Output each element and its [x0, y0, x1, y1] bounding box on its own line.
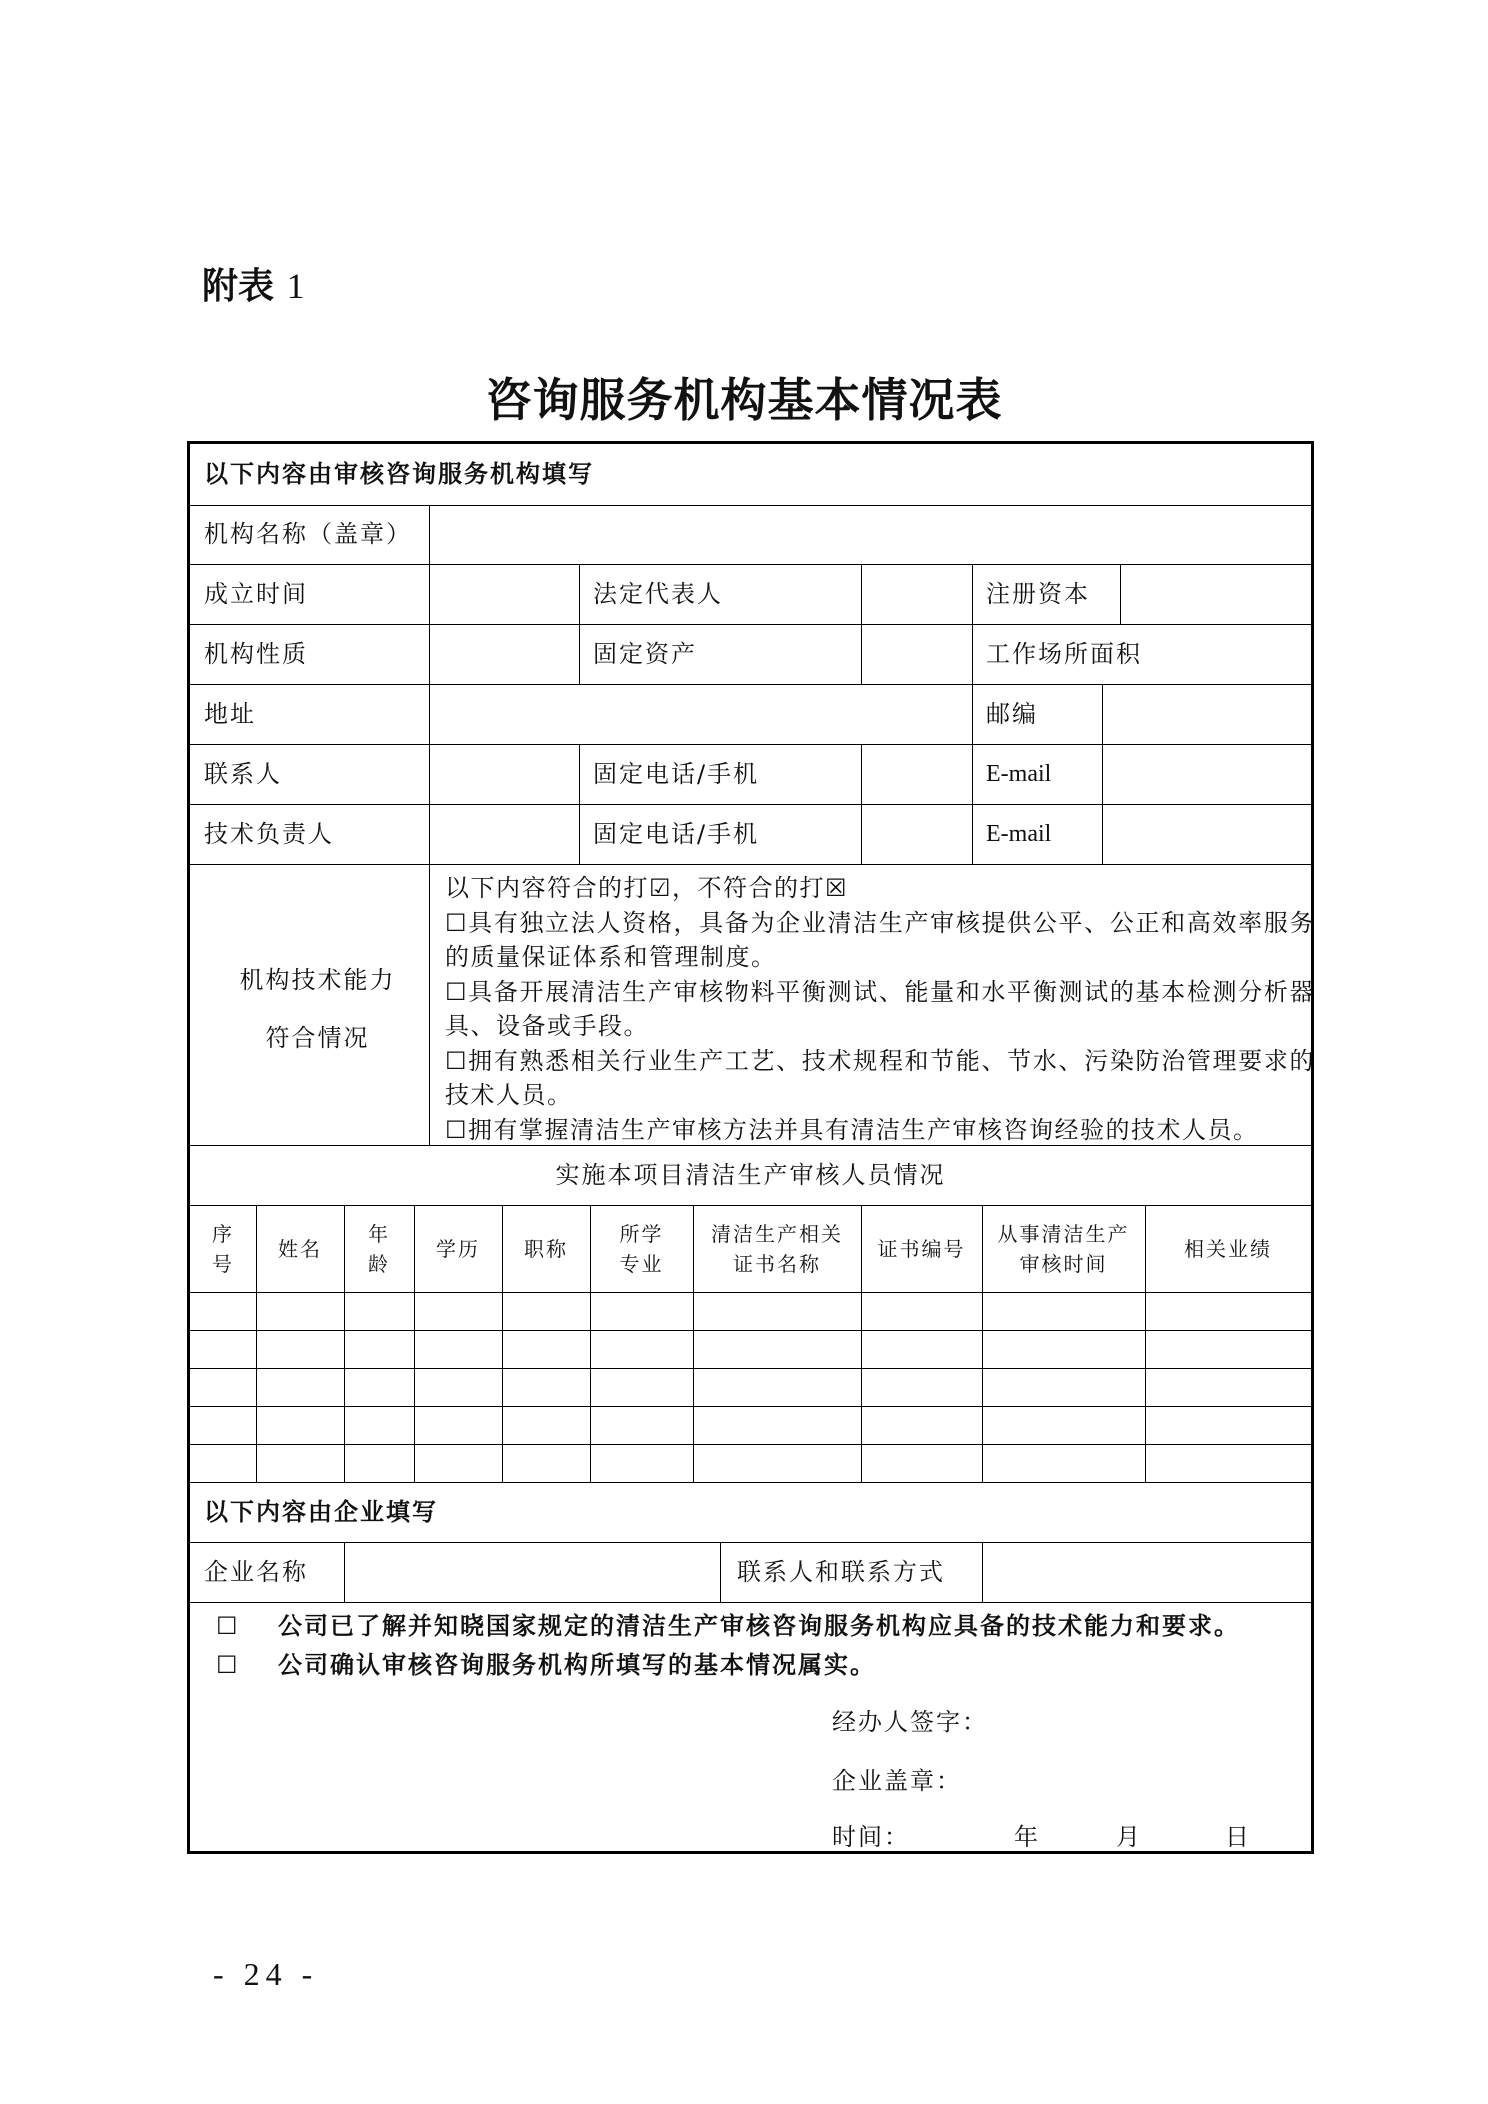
date-label: 时间：: [832, 1823, 910, 1851]
contact-phone-label: 固定电话/手机: [593, 760, 760, 788]
staff-header-line: 姓名: [278, 1237, 322, 1261]
staff-header-line: 相关业绩: [1184, 1237, 1272, 1261]
contact-person-label: 联系人: [204, 760, 282, 788]
org-nature-label: 机构性质: [204, 640, 308, 668]
staff-header-certificate-name: [693, 1219, 861, 1279]
staff-header-age: [344, 1219, 414, 1279]
capability-criteria: [445, 871, 1315, 1147]
legal-rep-field[interactable]: [863, 566, 970, 622]
fixed-assets-field[interactable]: [863, 626, 970, 682]
established-field[interactable]: [431, 566, 577, 622]
staff-header-education: [414, 1234, 502, 1264]
staff-header-line: 清洁生产相关: [711, 1222, 843, 1246]
staff-header-line: 年: [368, 1222, 390, 1246]
confirm-checkbox-1[interactable]: ☐: [216, 1612, 240, 1640]
staff-header-line: 证书名称: [733, 1252, 821, 1276]
confirm-checkbox-2[interactable]: ☐: [216, 1651, 240, 1679]
staff-header-achievements: [1145, 1234, 1311, 1264]
section1-header: 以下内容由审核咨询服务机构填写: [204, 460, 594, 488]
staff-header-title: [502, 1234, 590, 1264]
staff-header-name: [256, 1234, 344, 1264]
contact-email-label: E-mail: [986, 761, 1052, 787]
staff-header-line: 号: [212, 1252, 234, 1276]
established-label: 成立时间: [204, 580, 308, 608]
section2-header: 以下内容由企业填写: [204, 1498, 438, 1526]
tech-lead-label: 技术负责人: [204, 820, 334, 848]
contact-email-field[interactable]: [1104, 746, 1309, 802]
contact-person-field[interactable]: [431, 746, 577, 802]
org-name-field[interactable]: [431, 507, 1309, 563]
appendix-label: [202, 258, 305, 309]
appendix-label-text: 附表: [202, 266, 275, 307]
tech-lead-field[interactable]: [431, 806, 577, 862]
reg-capital-field[interactable]: [1122, 566, 1309, 622]
capability-label-line1: 机构技术能力: [239, 966, 396, 994]
address-field[interactable]: [431, 686, 970, 742]
capability-instruction: 以下内容符合的打☑，不符合的打☒: [445, 874, 849, 902]
form-title: 咨询服务机构基本情况表: [485, 373, 1003, 427]
staff-header-line: 所学: [619, 1222, 664, 1246]
date-day-label: 日: [1225, 1823, 1251, 1851]
staff-section-title: 实施本项目清洁生产审核人员情况: [555, 1161, 946, 1189]
capability-label-line2: 符合情况: [265, 1024, 370, 1052]
workspace-area-label: 工作场所面积: [986, 640, 1142, 668]
contact-phone-field[interactable]: [863, 746, 970, 802]
org-name-label: 机构名称（盖章）: [204, 520, 412, 548]
capability-item-testing-equipment[interactable]: ☐具备开展清洁生产审核物料平衡测试、能量和水平衡测试的基本检测分析器具、设备或手段。: [445, 977, 1315, 1040]
staff-header-line: 审核时间: [1019, 1252, 1108, 1276]
date-month-label: 月: [1116, 1823, 1142, 1851]
tech-lead-email-label: E-mail: [986, 821, 1052, 847]
capability-item-legal-entity[interactable]: ☐具有独立法人资格，具备为企业清洁生产审核提供公平、公正和高效率服务的质量保证体系和管理制度。: [445, 908, 1315, 971]
confirm-text-1: 公司已了解并知晓国家规定的清洁生产审核咨询服务机构应具备的技术能力和要求。: [278, 1612, 1240, 1640]
capability-item-audit-staff[interactable]: ☐拥有掌握清洁生产审核方法并具有清洁生产审核咨询经验的技术人员。: [445, 1115, 1259, 1144]
tech-lead-phone-field[interactable]: [863, 806, 970, 862]
legal-rep-label: 法定代表人: [593, 580, 723, 608]
staff-header-line: 学历: [436, 1237, 480, 1261]
confirm-text-2: 公司确认审核咨询服务机构所填写的基本情况属实。: [278, 1651, 876, 1679]
staff-header-seq: [190, 1219, 256, 1279]
staff-header-audit-experience: [982, 1219, 1145, 1279]
info-form-table: [187, 441, 1314, 1854]
page-number: - 24 -: [213, 1956, 319, 1992]
staff-header-line: 序: [212, 1222, 234, 1246]
postcode-field[interactable]: [1104, 686, 1309, 742]
staff-header-line: 专业: [619, 1252, 664, 1276]
appendix-number: 1: [286, 266, 305, 306]
staff-header-line: 职称: [524, 1237, 568, 1261]
date-year-label: 年: [1014, 1823, 1040, 1851]
tech-lead-phone-label: 固定电话/手机: [593, 820, 760, 848]
staff-header-line: 从事清洁生产: [997, 1222, 1130, 1246]
handler-signature-label: 经办人签字：: [832, 1708, 988, 1736]
company-seal-label: 企业盖章：: [832, 1767, 962, 1795]
company-contact-field[interactable]: [984, 1544, 1309, 1600]
address-label: 地址: [204, 700, 256, 728]
staff-header-line: 龄: [368, 1252, 390, 1276]
org-nature-field[interactable]: [431, 626, 577, 682]
postcode-label: 邮编: [986, 700, 1038, 728]
fixed-assets-label: 固定资产: [593, 640, 697, 668]
company-contact-label: 联系人和联系方式: [737, 1558, 945, 1586]
capability-item-industry-staff[interactable]: ☐拥有熟悉相关行业生产工艺、技术规程和节能、节水、污染防治管理要求的技术人员。: [445, 1046, 1315, 1109]
company-name-label: 企业名称: [204, 1558, 308, 1586]
staff-header-line: 证书编号: [877, 1237, 966, 1261]
tech-lead-email-field[interactable]: [1104, 806, 1309, 862]
staff-header-certificate-number: [861, 1234, 982, 1264]
reg-capital-label: 注册资本: [986, 580, 1090, 608]
company-name-field[interactable]: [346, 1544, 718, 1600]
staff-header-major: [590, 1219, 693, 1279]
